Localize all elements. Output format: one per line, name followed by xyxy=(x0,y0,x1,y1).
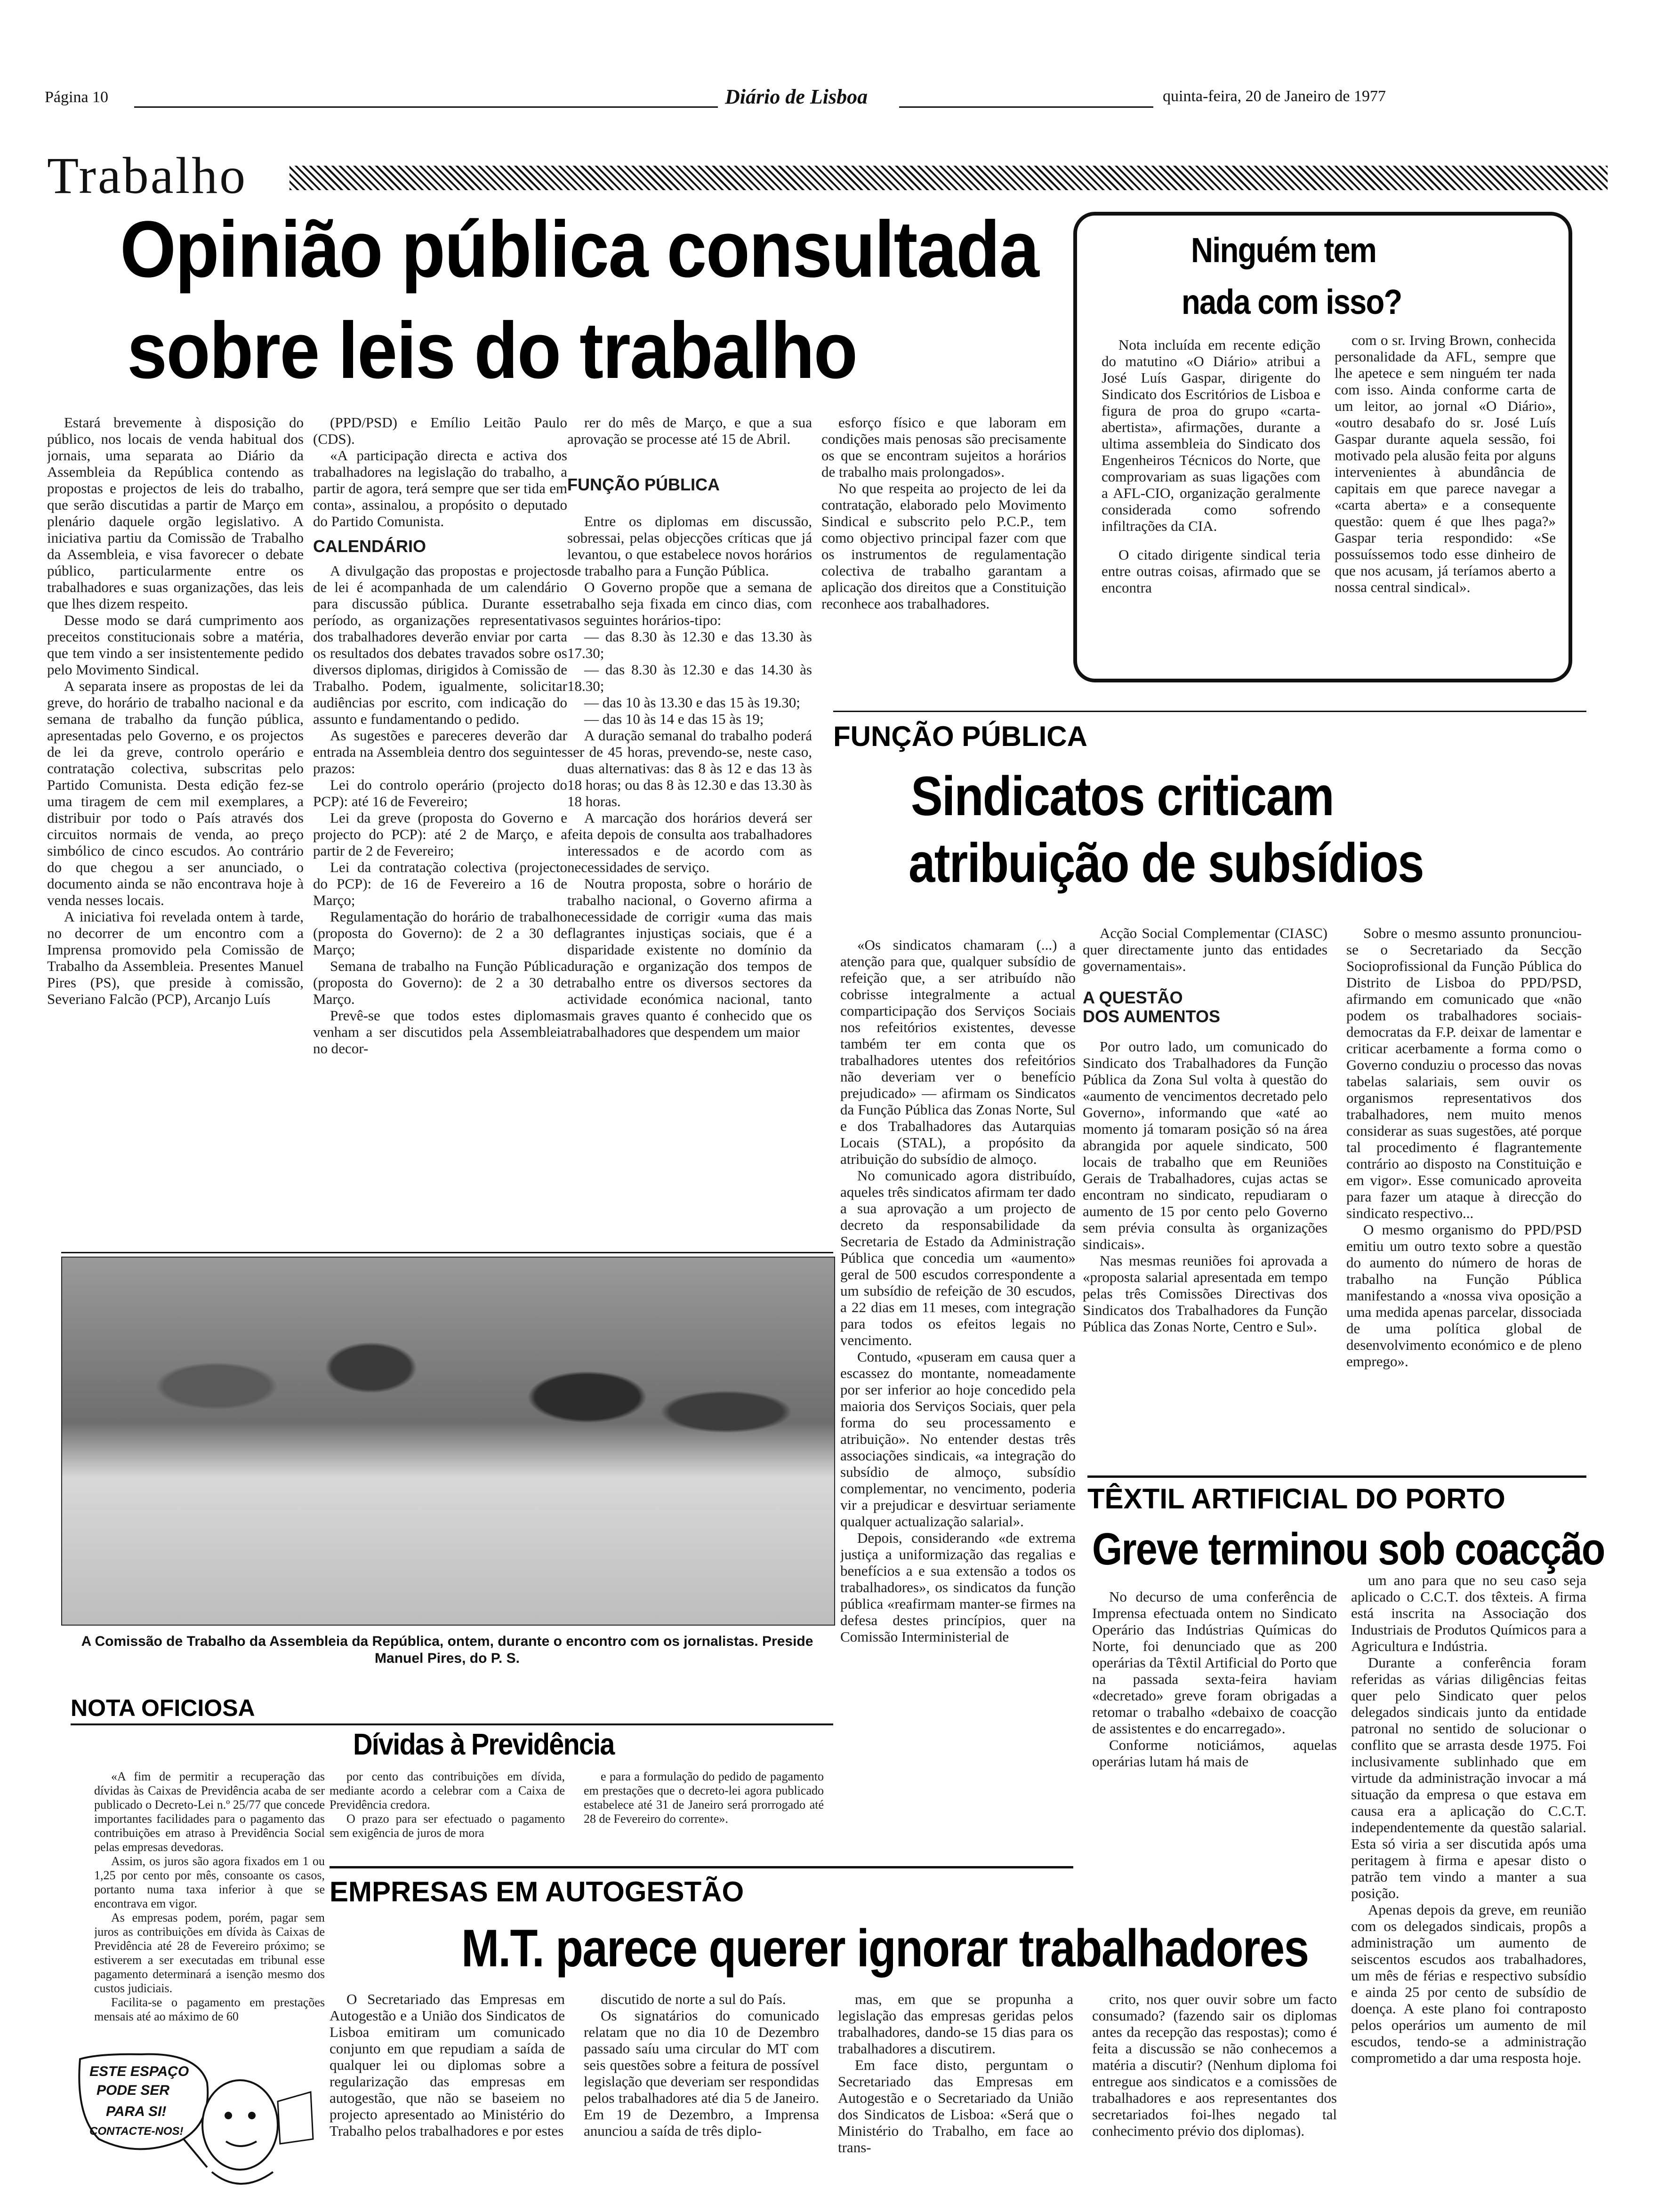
box-col-1 xyxy=(1102,337,1320,666)
autogestao-rule xyxy=(330,1866,1073,1868)
autogestao-c2-p1: discutido de norte a sul do País. xyxy=(601,1991,786,2007)
sindicatos-sub-2: DOS AUMENTOS xyxy=(1083,1007,1221,1026)
lead-c2-p2: «A participação directa e activa dos trabalhadores na legislação do trabalho, a partir de agora, terá sempre que ser tida em conta», assinalou, a propósito o deputado do Partido Comunista. xyxy=(313,447,567,529)
lead-c3b-p1: Entre os diplomas em discussão, sobressai, pelas objecções críticas que já levantou, o que estabelece novos horários de trabalho para a Função Pública. xyxy=(567,513,812,579)
lead-col-1 xyxy=(47,414,304,1252)
nota-rule xyxy=(71,1723,833,1725)
autogestao-col-4 xyxy=(1092,1991,1337,2198)
box-c1-p1: Nota incluída em recente edição do matutino «O Diário» atribui a José Luís Gaspar, dirigente do Sindicato dos Escritórios de Lisboa e figura de proa do grupo «carta-abertista», afirmações, durante a ultima assembleia do Sindicato dos Engenheiros Técnicos do Norte, que comprovariam as suas ligações com a AFL-CIO, organização geralmente considerada como sofrendo infiltrações da CIA. xyxy=(1102,337,1320,534)
textil-col-2 xyxy=(1351,1572,1586,2193)
ad-line-1: ESTE ESPAÇO xyxy=(89,2064,189,2079)
lead-c4-p2: No que respeita ao projecto de lei da contratação, elaborado pelo Movimento Sindical e subscrito pelo P.C.P., tem como objectivo principal fazer com que os instrumentos de regulamentação colectiva de trabalho garantam a aplicação dos direitos que a Constituição reconhece aos trabalhadores. xyxy=(821,480,1066,612)
nota-c1-p3: As empresas podem, porém, pagar sem juros as contribuições em dívida às Caixas de Previdência até 28 de Fevereiro próximo; se estiverem a ser executadas em tribunal esse pagamento determinará a isenção mesmo dos custos judiciais. xyxy=(94,1911,325,1995)
lead-c4-p1: esforço físico e que laboram em condições mais penosas são precisamente os que se encontram sujeitos a horários de trabalho mais prolongados». xyxy=(821,414,1066,480)
separator-photo-top xyxy=(61,1252,833,1253)
box-c2-p1: com o sr. Irving Brown, conhecida personalidade da AFL, sempre que lhe apetece e sem ninguém ter nada com isso. Ainda conforme carta de um leitor, ao jornal «O Diário», «outro desabafo do sr. José Luís Gaspar durante aquela sessão, foi motivado pela alusão feita por alguns intervenientes à abundância de capitais em que parece navegar a «carta aberta» e a consequente questão: quem é que lhes paga?» Gaspar teria respondido: «Se possuíssemos todo esse dinheiro de que nos acusam, já teríamos aberto a nossa central sindical». xyxy=(1335,332,1556,595)
sindicatos-sub-1: A QUESTÃO xyxy=(1083,988,1183,1007)
lead-c2-p1: (PPD/PSD) e Emílio Leitão Paulo (CDS). xyxy=(313,414,567,447)
lead-c2b-p6: Regulamentação do horário de trabalho (proposta do Governo): de 2 a 30 de Março; xyxy=(313,908,567,958)
sindicatos-col-1 xyxy=(840,937,1076,2085)
lead-c3b-p7: A duração semanal do trabalho poderá ser de 45 horas, prevendo-se, neste caso, duas alternativas: das 8 às 12 e das 13 às 18 horas; ou das 8 às 12.30 e das 13.30 às 18 horas. xyxy=(567,727,812,809)
textil-headline: Greve terminou sob coacção xyxy=(1092,1524,1605,1574)
nota-c2-p2: O prazo para ser efectuado o pagamento sem exigência de juros de mora xyxy=(330,1812,565,1840)
autogestao-col-3 xyxy=(838,1991,1073,2198)
lead-col-4 xyxy=(821,414,1066,678)
autogestao-c4-p1: crito, nos quer ouvir sobre um facto consumado? (fazendo sair os diplomas antes da recepção das respostas); como é feita a discussão se não conhecemos a matéria a discutir? (Nenhum diploma foi entregue aos sindicatos e a comissões de trabalhadores e aos representantes dos secretariados foi-lhes negado tal conhecimento prévio dos diplomas). xyxy=(1092,1991,1337,2139)
paper-name: Diário de Lisboa xyxy=(725,85,868,108)
sindicatos-c3-p1: Sobre o mesmo assunto pronunciou-se o Secretariado da Secção Socioprofissional da Função Pública do Distrito de Lisboa do PPD/PSD, afirmando em comunicado que «não podem os trabalhadores sociais-democratas da F.P. deixar de lamentar e criticar acerbamente a forma como o Governo conduziu o processo das novas tabelas salariais, sem ouvir os organismos representativos dos trabalhadores, nem muito menos considerar as suas sugestões, até porque tal procedimento é flagrantemente contrário ao disposto na Constituição e em vigor». Esse comunicado aproveita para fazer um ataque à direcção do sindicato respectivo... xyxy=(1346,925,1582,1221)
lead-c2b-p4: Lei da greve (proposta do Governo e projecto do PCP): até 2 de Março, e a partir de 2 de Fevereiro; xyxy=(313,809,567,859)
sindicatos-c3-p2: O mesmo organismo do PPD/PSD emitiu um outro texto sobre a questão do aumento do número de horas de trabalho na Função Pública manifestando a «nossa viva oposição a uma medida apenas parcelar, dissociada de uma política global de desenvolvimento económico e de pleno emprego». xyxy=(1346,1221,1582,1370)
textil-kicker: TÊXTIL ARTIFICIAL DO PORTO xyxy=(1087,1483,1505,1515)
photo-caption: A Comissão de Trabalho da Assembleia da República, ontem, durante o encontro com os jornalistas. Preside Manuel Pires, do P. S. xyxy=(81,1634,813,1666)
lead-c1-p3: A separata insere as propostas de lei da greve, do horário de trabalho nacional e da semana de trabalho da função pública, apresentadas pelo Governo, e os projectos de lei da greve, controlo operário e contratação colectiva, subscritas pelo Partido Comunista. Desta edição fez-se uma tiragem de cem mil exemplares, a distribuir por todo o País através dos circuitos normais de venda, ao preço simbólico de cinco escudos. Ao contrário do que chegou a ser anunciado, o documento ainda se não encontrava hoje à venda nesses locais. xyxy=(47,678,304,908)
lead-c1-p4: A iniciativa foi revelada ontem à tarde, no decorrer de um encontro com a Imprensa promovido pela Comissão de Trabalho da Assembleia. Presentes Manuel Pires (PS), que preside à comissão, Severiano Falcão (PCP), Arcanjo Luís xyxy=(47,908,304,1007)
lead-c3b-p9: Noutra proposta, sobre o horário de trabalho nacional, o Governo afirma a necessidade de corrigir «uma das mais flagrantes injustiças sociais, que é a disparidade existente no domínio da duração e organização dos tempos de trabalho entre os diversos sectores da actividade económica nacional, tanto mais graves quanto é conhecido que os trabalhadores que despendem um maior xyxy=(567,875,812,1040)
section-label: Trabalho xyxy=(47,147,248,204)
textil-c1-p1: No decurso de uma conferência de Imprensa efectuada ontem no Sindicato Operário das Indústrias Químicas do Norte, foi denunciado que as 200 operárias da Têxtil Artificial do Porto que na passada sexta-feira haviam «decretado» greve foram obrigadas a retomar o trabalho «debaixo de coacção de assistentes e do encarregado». xyxy=(1092,1588,1337,1737)
autogestao-c3-p2: Em face disto, perguntam o Secretariado das Empresas em Autogestão e o Secretariado da União dos Sindicatos de Lisboa: «Será que o Ministério do Trabalho, em face ao trans- xyxy=(838,2057,1073,2156)
autogestao-kicker: EMPRESAS EM AUTOGESTÃO xyxy=(330,1876,744,1907)
lead-c2b-p3: Lei do controlo operário (projecto do PCP): até 16 de Fevereiro; xyxy=(313,777,567,809)
ad-line-2: PODE SER xyxy=(97,2083,170,2098)
nota-col-2 xyxy=(330,1770,565,1845)
autogestao-c2-p2: Os signatários do comunicado relatam que no dia 10 de Dezembro passado saíu uma circular do MT com seis questões sobre a feitura de possível legislação que deveriam ser respondidas pelos trabalhadores até dia 5 de Janeiro. Em 19 de Dezembro, a Imprensa anunciou a saída de três diplo- xyxy=(584,2007,819,2139)
box-title-2: nada com isso? xyxy=(1182,282,1402,321)
issue-date: quinta-feira, 20 de Janeiro de 1977 xyxy=(1163,88,1386,105)
sindicatos-c2-p1: Acção Social Complementar (CIASC) quer directamente junto das entidades governamentais». xyxy=(1083,925,1327,974)
textil-c2-p2: Durante a conferência foram referidas as várias diligências feitas quer pelo Sindicato quer pelos delegados sindicais junto da entidade patronal no sentido de solucionar o conflito que se arrasta desde 1975. Foi inclusivamente sublinhado que em virtude da administração invocar a má situação da empresa o que estava em causa era a aplicação do C.C.T. independentemente da questão salarial. Esta só viria a ser discutida após uma peritagem à firma e apesar disto o patrão tem vindo a manter a sua posição. xyxy=(1351,1654,1586,1901)
nota-kicker: NOTA OFICIOSA xyxy=(71,1695,255,1721)
nota-c1-p2: Assim, os juros são agora fixados em 1 ou 1,25 por cento por mês, consoante os casos, portanto numa taxa inferior à que se encontrava em vigor. xyxy=(94,1854,325,1910)
sindicatos-c1-p2: No comunicado agora distribuído, aqueles três sindicatos afirmam ter dado a sua aprovação a um projecto de decreto da responsabilidade da Secretaria de Estado da Administração Pública que concedia um «aumento» geral de 500 escudos correspondente a um subsídio de refeição de 30 escudos, a 22 dias em 11 meses, com integração para todos os efeitos legais no vencimento. xyxy=(840,1167,1076,1348)
nota-col-1 xyxy=(94,1770,325,2043)
autogestao-headline: M.T. parece querer ignorar trabalhadores xyxy=(461,1919,1309,1978)
lead-col-3 xyxy=(567,414,812,1252)
sindicatos-headline-2: atribuição de subsídios xyxy=(909,832,1424,894)
ad-line-4: CONTACTE-NOS! xyxy=(89,2125,184,2138)
nota-c1-p1: «A fim de permitir a recuperação das dívidas às Caixas de Previdência acaba de ser publicado o Decreto-Lei n.º 25/77 que concede importantes facilidades para o pagamento das contribuições em atraso à Previdência Social pelas empresas devedoras. xyxy=(94,1770,325,1854)
separator-sindicatos-box xyxy=(833,711,1586,712)
lead-headline-1: Opinião pública consultada xyxy=(120,205,1038,294)
lead-sub-calendario: CALENDÁRIO xyxy=(313,537,426,556)
textil-rule xyxy=(1087,1475,1586,1478)
lead-c2b-p7: Semana de trabalho na Função Pública (proposta do Governo): de 2 a 30 de Março. xyxy=(313,958,567,1007)
nota-c3-p1: e para a formulação do pedido de pagamento em prestações que o decreto-lei agora publicado estabelece até 31 de Janeiro será prorrogado até 28 de Fevereiro do corrente». xyxy=(584,1770,824,1826)
lead-headline-2: sobre leis do trabalho xyxy=(127,306,857,395)
lead-c3b-p3: — das 8.30 às 12.30 e das 13.30 às 17.30; xyxy=(567,628,812,661)
box-col-2 xyxy=(1335,332,1556,671)
lead-c2b-p8: Prevê-se que todos estes diplomas venham a ser discutidos pela Assembleia no decor- xyxy=(313,1007,567,1057)
lead-c1-p2: Desse modo se dará cumprimento aos preceitos constitucionais sobre a matéria, que tem vindo a ser insistentemente pedido pelo Movimento Sindical. xyxy=(47,612,304,678)
textil-c2-p3: Apenas depois da greve, em reunião com os delegados sindicais, propôs a administração um aumento de seiscentos escudos aos trabalhadores, um mês de férias e respectivo subsídio e ainda 25 por cento de subsídio de doença. A este plano foi contraposto pelos operários um aumento de mil escudos, tendo-se a administração comprometido a dar uma resposta hoje. xyxy=(1351,1901,1586,2066)
textil-col-1 xyxy=(1092,1588,1337,1880)
lead-c2b-p2: As sugestões e pareceres deverão dar entrada na Assembleia dentro dos seguintes prazos: xyxy=(313,727,567,777)
box-title-1: Ninguém tem xyxy=(1191,231,1376,270)
lead-c2b-p5: Lei da contratação colectiva (projecto do PCP): de 16 de Fevereiro a 16 de Março; xyxy=(313,859,567,908)
sindicatos-c1-p1: «Os sindicatos chamaram (...) a atenção para que, qualquer subsídio de refeição que, a ser atribuído não cobrisse integralmente a actual comparticipação dos Serviços Sociais nos refeitórios existentes, devesse também ter em conta que os trabalhadores utentes dos refeitórios não deveriam ver o benefício prejudicado» — afirmam os Sindicatos da Função Pública das Zonas Norte, Sul e dos Trabalhadores das Autarquias Locais (STAL), a propósito da atribuição do subsídio de almoço. xyxy=(840,937,1076,1167)
sindicatos-c1-p4: Depois, considerando «de extrema justiça a uniformização das regalias e benefícios a e sua extensão a todos os trabalhadores», os sindicatos da função pública «reafirmam manter-se firmes na defesa destes princípios, quer na Comissão Interministerial de xyxy=(840,1530,1076,1645)
sindicatos-kicker: FUNÇÃO PÚBLICA xyxy=(833,721,1087,752)
sindicatos-headline-1: Sindicatos criticam xyxy=(911,765,1334,827)
autogestao-c3-p1: mas, em que se propunha a legislação das empresas geridas pelos trabalhadores, dando-se 15 dias para os trabalhadores a discutirem. xyxy=(838,1991,1073,2057)
nota-c2-p1: por cento das contribuições em dívida, mediante acordo a celebrar com a Caixa de Previdência credora. xyxy=(330,1770,565,1811)
nota-col-3 xyxy=(584,1770,824,1845)
autogestao-c1-p1: O Secretariado das Empresas em Autogestão e a União dos Sindicatos de Lisboa emitiram um comunicado conjunto em que repudiam a saída de qualquer lei ou diplomas sobre a regularização das empresas em autogestão, que não se baseiem no projecto apresentado ao Ministério do Trabalho pelos trabalhadores e por estes xyxy=(330,1991,565,2139)
lead-c3b-p8: A marcação dos horários deverá ser feita depois de consulta aos trabalhadores interessados e de acordo com as necessidades de serviço. xyxy=(567,809,812,875)
lead-c3b-p5: — das 10 às 13.30 e das 15 às 19.30; xyxy=(584,694,800,711)
page-number: Página 10 xyxy=(45,88,109,106)
box-c1-p2: O citado dirigente sindical teria entre outras coisas, afirmado que se encontra xyxy=(1102,546,1320,596)
masthead-rule-left xyxy=(134,106,718,108)
sindicatos-c1-p3: Contudo, «puseram em causa quer a escassez do montante, nomeadamente por ser inferior ao hoje concedido pela maioria dos Serviços Sociais, quer pela forma do seu processamento e atribuição». No entender destas três associações sindicais, «a integração do subsídio de almoço, subsídio complementar, no vencimento, poderia vir a prejudicar e desvirtuar seriamente qualquer actualização salarial». xyxy=(840,1348,1076,1530)
lead-c3b-p4: — das 8.30 às 12.30 e das 14.30 às 18.30; xyxy=(567,661,812,694)
sindicatos-c2b-p1: Por outro lado, um comunicado do Sindicato dos Trabalhadores da Função Pública da Zona Sul volta à questão do «aumento de vencimentos decretado pelo Governo», informando que «até ao momento já tomaram posição só na área abrangida por aquele sindicato, 500 locais de trabalho que em Reuniões Gerais de Trabalhadores, cujas actas se encontram no sindicato, repudiaram o aumento de 15 por cento pelo Governo sem prévia consulta às organizações sindicais». xyxy=(1083,1038,1327,1252)
ad-line-3: PARA SI! xyxy=(106,2104,167,2119)
lead-sub-funcao-publica: FUNÇÃO PÚBLICA xyxy=(567,475,720,494)
committee-photo xyxy=(61,1257,835,1626)
ad-cartoon xyxy=(71,2045,320,2196)
lead-c3b-p2: O Governo propõe que a semana de trabalho seja fixada em cinco dias, com os seguintes horários-tipo: xyxy=(567,579,812,628)
lead-col-2 xyxy=(313,414,567,1252)
sindicatos-col-2 xyxy=(1083,925,1327,1457)
section-hatch-bar xyxy=(290,166,1608,190)
lead-c1-p1: Estará brevemente à disposição do público, nos locais de venda habitual dos jornais, uma separata ao Diário da Assembleia da República contendo as propostas e projectos de leis do trabalho, que serão discutidas a partir de Março em plenário daquele orgão legislativo. A iniciativa partiu da Comissão de Trabalho da Assembleia, e visa favorecer o debate público, particularmente entre os trabalhadores e suas organizações, das leis que lhes dizem respeito. xyxy=(47,414,304,612)
sindicatos-col-3 xyxy=(1346,925,1582,1457)
textil-c2-p1: um ano para que no seu caso seja aplicado o C.C.T. dos têxteis. A firma está inscrita na Associação dos Industriais de Produtos Químicos para a Agricultura e Indústria. xyxy=(1351,1572,1586,1654)
lead-c3b-p6: — das 10 às 14 e das 15 às 19; xyxy=(584,711,764,727)
lead-c3-p1: rer do mês de Março, e que a sua aprovação se processe até 15 de Abril. xyxy=(567,414,812,447)
nota-c1-p4: Facilita-se o pagamento em prestações mensais até ao máximo de 60 xyxy=(94,1996,325,2023)
autogestao-col-2 xyxy=(584,1991,819,2198)
textil-c1-p2: Conforme noticiámos, aquelas operárias lutam há mais de xyxy=(1092,1737,1337,1770)
nota-headline: Dívidas à Previdência xyxy=(353,1727,614,1761)
sindicatos-c2b-p2: Nas mesmas reuniões foi aprovada a «proposta salarial apresentada em tempo pelas três Comissões Directivas dos Sindicatos dos Trabalhadores da Função Pública das Zonas Norte, Centro e Sul». xyxy=(1083,1252,1327,1335)
masthead-rule-right xyxy=(899,106,1153,108)
lead-c2b-p1: A divulgação das propostas e projectos de lei é acompanhada de um calendário para discussão pública. Durante esse período, as organizações representativas dos trabalhadores deverão enviar por carta os resultados dos debates travados sobre os diversos diplomas, dirigidos à Comissão de Trabalho. Podem, igualmente, solicitar audiências por escrito, com indicação do assunto e fundamentando o pedido. xyxy=(313,562,567,727)
autogestao-col-1 xyxy=(330,1991,565,2198)
